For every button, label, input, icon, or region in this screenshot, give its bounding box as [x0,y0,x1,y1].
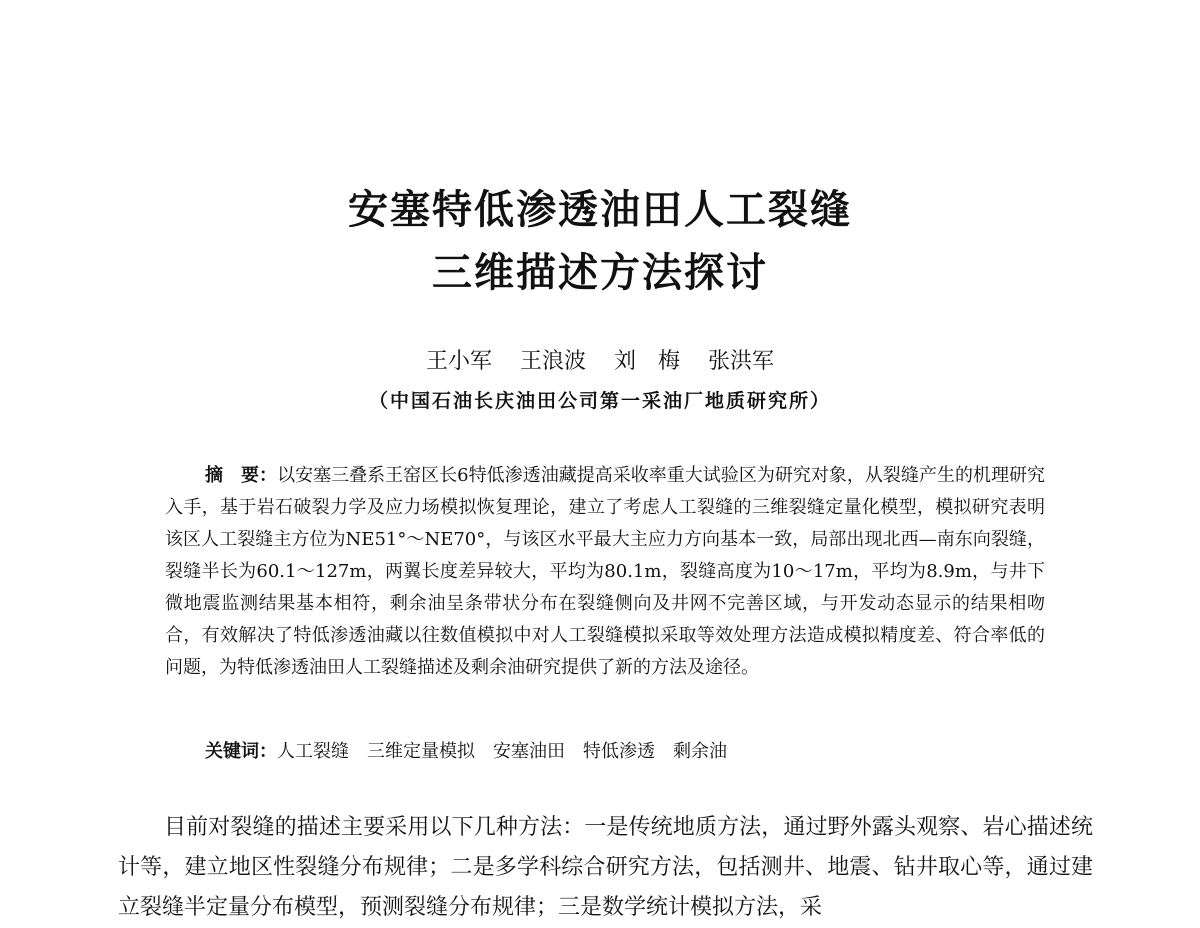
abstract [165,460,1045,684]
author-name: 刘 梅 [614,349,681,374]
keyword: 三维定量模拟 [367,741,475,762]
keyword: 安塞油田 [493,741,565,762]
author-list [0,351,1200,373]
keywords-label: 关键词： [205,741,277,762]
abstract-text: 以安塞三叠系王窑区长6特低渗透油藏提高采收率重大试验区为研究对象，从裂缝产生的机理研究入手，基于岩石破裂力学及应力场模拟恢复理论，建立了考虑人工裂缝的三维裂缝定量化模型，模拟研究表明该区人工裂缝主方位为NE51°～NE70°，与该区水平最大主应力方向基本一致，局部出现北西—南东向裂缝，裂缝半长为60.1～127m，两翼长度差异较大，平均为80.1m，裂缝高度为10～17m，平均为8.9m，与井下微地震监测结果基本相符，剩余油呈条带状分布在裂缝侧向及井网不完善区域，与开发动态显示的结果相吻合，有效解决了特低渗透油藏以往数值模拟中对人工裂缝模拟采取等效处理方法造成模拟精度差、符合率低的问题，为特低渗透油田人工裂缝描述及剩余油研究提供了新的方法及途径。 [165,465,1046,678]
paper-title-line-2: 三维描述方法探讨 [432,250,768,296]
author-affiliation: （中国石油长庆油田公司第一采油厂地质研究所） [368,390,831,412]
keyword: 剩余油 [673,741,727,762]
author-name: 张洪军 [708,349,775,374]
keyword: 特低渗透 [583,741,655,762]
keywords [205,736,1045,768]
paper-title-line-1: 安塞特低渗透油田人工裂缝 [348,187,852,233]
abstract-label: 摘 要： [205,465,278,486]
author-name: 王浪波 [519,349,586,374]
author-name: 王小军 [425,349,492,374]
body-paragraph: 目前对裂缝的描述主要采用以下几种方法：一是传统地质方法，通过野外露头观察、岩心描述统计等，建立地区性裂缝分布规律；二是多学科综合研究方法，包括测井、地震、钻井取心等，通过建立裂缝半定量分布模型，预测裂缝分布规律；三是数学统计模拟方法，采 [118,815,1093,920]
keyword: 人工裂缝 [277,741,349,762]
